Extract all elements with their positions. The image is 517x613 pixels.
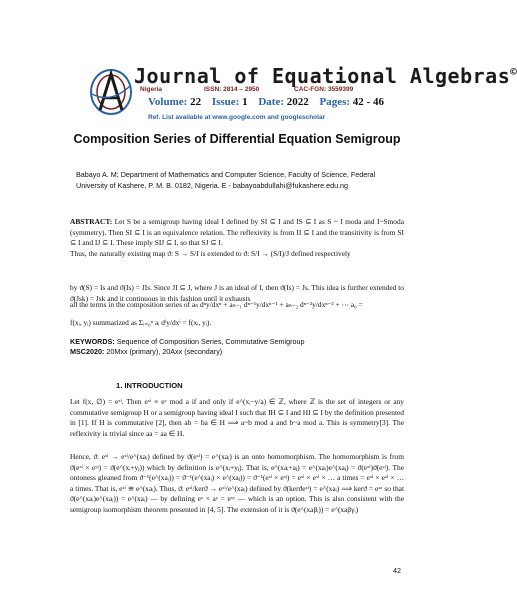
msc-value: 20Mxx (primary), 20Axx (secondary)	[106, 347, 223, 356]
issue-label: Issue:	[211, 96, 240, 108]
issn: ISSN: 2814 – 2950	[204, 86, 260, 93]
msc-label: MSC2020:	[70, 347, 105, 356]
volume-label: Volume:	[148, 96, 188, 108]
date-label: Date:	[258, 96, 284, 108]
journal-country: Nigeria	[140, 86, 163, 93]
pages-value: 42 - 46	[352, 96, 384, 108]
author-affiliation	[76, 170, 406, 191]
keywords-value: Sequence of Composition Series, Commutative Semigroup	[116, 337, 305, 346]
paper-title: Composition Series of Differential Equation Semigroup	[73, 132, 401, 146]
author-line-1: Babayo A. M; Department of Mathematics and Computer Science, Faculty of Science, Federal	[76, 170, 376, 179]
homomorphism-paragraph: Hence, ϑ: eˣⁱ → eˣⁱ/e^(xaᵢ) defined by ϑ(eˣⁱ) = e^(xaᵢ) is an onto homomorphism. The homomorphism is from ϑ(eˣⁱ × eʸʲ) = ϑ(e^(xᵢ+yⱼ)) which by definition is e^(xᵢ+yⱼ). That is, e^(xaᵢ+aⱼ) = e^(xaᵢ)e^(xaⱼ) = ϑ(eˣⁱ)ϑ(eʸʲ). The ontoness gleaned from ϑ⁻¹(e^(xaᵢ)) = ϑ⁻¹(e^(xaᵢ) × e^(xaⱼ)) = ϑ⁻¹(eˣⁱ × eˣʲ) = eˣⁱ × eˣⁱ × … a times = eˣⁱ × eˣⁱ × … a times. That is, eˣⁱ ≅ e^(xaᵢ). Thus, ϑ: eˣⁱ/kerϑ → eˣⁱ/e^(xaᵢ) defined by ϑ(kerϑeˣⁱ) = e^(xaᵢ) ⟹ kerϑ = eˣᵃ so that ϑ(e^(xaᵢ)e^(xaᵢ)) = e^(xaᵢ) — by defining eˣ × aʸ = eˣʸ — which is an option. This is also consistent with the semigroup isomorphism theorem presented in [4, 5]. The extension of it is ϑ(e^(xaβᵢ)) = e^(xaβγᵢ)	[70, 452, 404, 514]
abstract-map-line: Thus, the naturally existing map ϑ: S → S/I is extended to ϑ: S/I → (S/I)/J defined respectively	[70, 249, 351, 258]
introduction-paragraph: Let f(x, ∅) = eˣⁱ. Then eˣⁱ ≡ eʸ mod a if and only if e^(xᵢ−y/a) ∈ ℤ, where ℤ is the set of integers or any commutative semigroup H or a semigroup having ideal I such that IH ⊆ I and HI ⊆ I by the definition presented in [1]. If H is commutative [2], then ab = ba ∈ H ⟹ a~b mod a and b~a mod a. This is symmetry[3]. The reflexivity is trivial since aa = aa ∈ H.	[70, 397, 404, 438]
keywords-block	[70, 337, 404, 357]
cac-number: CAC-FGN: 3559399	[294, 86, 354, 93]
abstract-label: ABSTRACT:	[70, 217, 113, 226]
section-heading-introduction: 1. INTRODUCTION	[116, 381, 183, 390]
keywords-label: KEYWORDS:	[70, 337, 115, 346]
issue-value: 1	[242, 96, 248, 108]
volume-issue-row	[148, 96, 448, 108]
date-value: 2022	[286, 96, 309, 108]
journal-logo-icon	[86, 64, 136, 118]
abstract-paragraph	[70, 217, 404, 249]
journal-title: Journal of Equational Algebras©	[134, 64, 517, 88]
abstract-text: Let S be a semigroup having ideal I defined by SI ⊆ I and IS ⊆ I as S ~ I moda and I~Smoda (symmetry). Then SI ⊆ I is an equivalence relation. The reflexivity is from II ⊆ I and the transitivity is from SI ⊆ I and IJ ⊆ I. These imply SIJ ⊆ I, so that SJ ⊆ I.	[70, 217, 404, 247]
author-line-2: University of Kashere, P. M. B. 0182, Nigeria. E - babayoabdullahi@fukashere.edu.ng	[76, 180, 349, 190]
abstract-series: all the terms in the composition series of aₙ dⁿy/dxⁿ + aₙ₋₁ dⁿ⁻¹y/dxⁿ⁻¹ + aₙ₋₂ dⁿ⁻²y/dxⁿ⁻² + ⋯ a₀ =	[70, 300, 363, 309]
abstract-extension: by ϑ(S) = Is and ϑ(Is) = JIs. Since JI ⊆ J, where J is an ideal of I, then ϑ(Is) = Js. This idea is further extended to ϑ(Jsk) = Jsk and it continuous in this fashion until it exhausts	[70, 283, 404, 303]
volume-value: 22	[190, 96, 202, 108]
abstract-summary: f(xᵢ, yᵢ) summarized as Σᵢ₌₀ⁿ aᵢ dⁱy/dxⁱ = f(xᵢ, yᵢ).	[70, 318, 212, 327]
reference-list-note: Ref. List available at www.google.com and googlescholar	[148, 114, 326, 121]
page-number: 42	[393, 566, 401, 575]
pages-label: Pages:	[319, 96, 351, 108]
